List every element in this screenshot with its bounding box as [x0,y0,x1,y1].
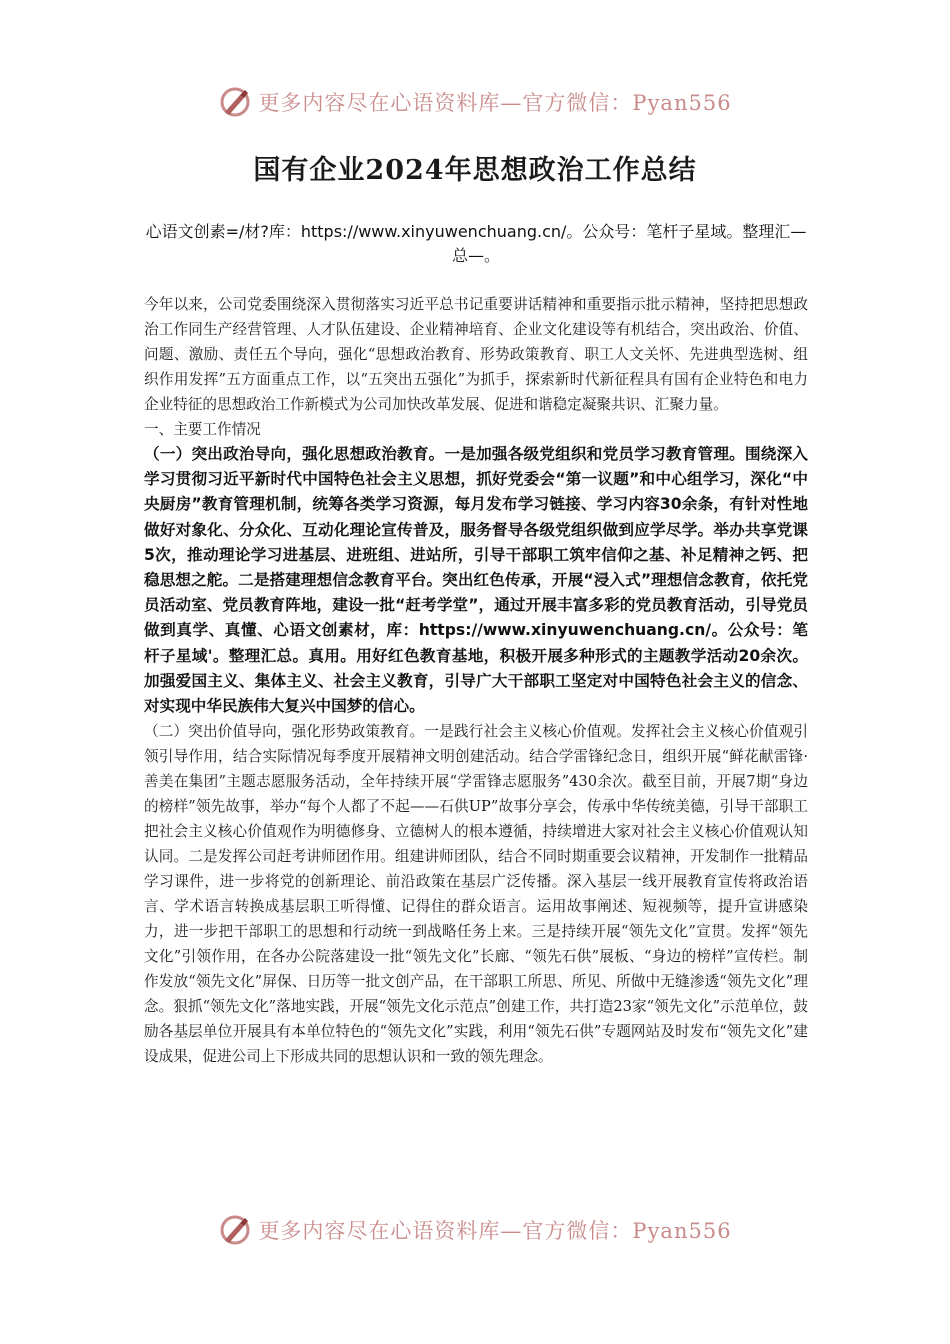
source-line: 心语文创素=/材?库：https://www.xinyuwenchuang.cn/。公众号：笔杆子星域。整理汇—总—。 [145,222,807,265]
section-heading: 一、主要工作情况 [144,421,261,438]
watermark-banner-bottom [0,1210,950,1250]
document-body [144,292,808,1069]
watermark-text-top: 更多内容尽在心语资料库—官方微信：Pyan556 [258,91,732,115]
paragraph-political-education: （一）突出政治导向，强化思想政治教育。一是加强各级党组织和党员学习教育管理。围绕深入学习贯彻习近平新时代中国特色社会主义思想，抓好党委会“第一议题”和中心组学习，深化“中央厨房”教育管理机制，统筹各类学习资源，每月发布学习链接、学习内容30余条，有针对性地做好对象化、分众化、互动化理论宣传普及，服务督导各级党组织做到应学尽学。举办共享党课5次，推动理论学习进基层、进班组、进站所，引导干部职工筑牢信仰之基、补足精神之钙、把稳思想之舵。二是搭建理想信念教育平台。突出红色传承，开展“浸入式”理想信念教育，依托党员活动室、党员教育阵地，建设一批“赶考学堂”，通过开展丰富多彩的党员教育活动，引导党员做到真学、真懂、心语文创素材，库：https://www.xinyuwenchuang.cn/。公众号：笔杆子星域'。整理汇总。真用。用好红色教育基地，积极开展多种形式的主题教学活动20余次。加强爱国主义、集体主义、社会主义教育，引导广大干部职工坚定对中国特色社会主义的信念、对实现中华民族伟大复兴中国梦的信心。 [144,445,808,716]
paragraph-value-education: （二）突出价值导向，强化形势政策教育。一是践行社会主义核心价值观。发挥社会主义核心价值观引领引导作用，结合实际情况每季度开展精神文明创建活动。结合学雷锋纪念日，组织开展“鲜花献雷锋·善美在集团”主题志愿服务活动，全年持续开展“学雷锋志愿服务”430余次。截至目前，开展7期“身边的榜样”领先故事，举办“每个人都了不起——石供UP”故事分享会，传承中华传统美德，引导干部职工把社会主义核心价值观作为明德修身、立德树人的根本遵循，持续增进大家对社会主义核心价值观认知认同。二是发挥公司赶考讲师团作用。组建讲师团队，结合不同时期重要会议精神，开发制作一批精品学习课件，进一步将党的创新理论、前沿政策在基层广泛传播。深入基层一线开展教育宣传将政治语言、学术语言转换成基层职工听得懂、记得住的群众语言。运用故事阐述、短视频等，提升宣讲感染力，进一步把干部职工的思想和行动统一到战略任务上来。三是持续开展“领先文化”宣贯。发挥“领先文化”引领作用，在各办公院落建设一批“领先文化”长廊、“领先石供”展板、“身边的榜样”宣传栏。制作发放“领先文化”屏保、日历等一批文创产品，在干部职工所思、所见、所做中无缝渗透“领先文化”理念。狠抓“领先文化”落地实践，开展“领先文化示范点”创建工作，共打造23家“领先文化”示范单位，鼓励各基层单位开展具有本单位特色的“领先文化”实践，利用“领先石供”专题网站及时发布“领先文化”建设成果，促进公司上下形成共同的思想认识和一致的领先理念。 [144,723,808,1066]
watermark-text-bottom: 更多内容尽在心语资料库—官方微信：Pyan556 [258,1219,732,1243]
pen-logo-icon [218,85,252,119]
intro-paragraph: 今年以来，公司党委围绕深入贯彻落实习近平总书记重要讲话精神和重要指示批示精神，坚持把思想政治工作同生产经营管理、人才队伍建设、企业精神培育、企业文化建设等有机结合，突出政治、价值、问题、激励、责任五个导向，强化“思想政治教育、形势政策教育、职工人文关怀、先进典型选树、组织作用发挥”五方面重点工作，以“五突出五强化”为抓手，探索新时代新征程具有国有企业特色和电力企业特征的思想政治工作新模式为公司加快改革发展、促进和谐稳定凝聚共识、汇聚力量。 [144,296,808,413]
document-title: 国有企业2024年思想政治工作总结 [253,155,697,186]
pen-logo-icon [218,1213,252,1247]
watermark-banner-top [0,82,950,122]
